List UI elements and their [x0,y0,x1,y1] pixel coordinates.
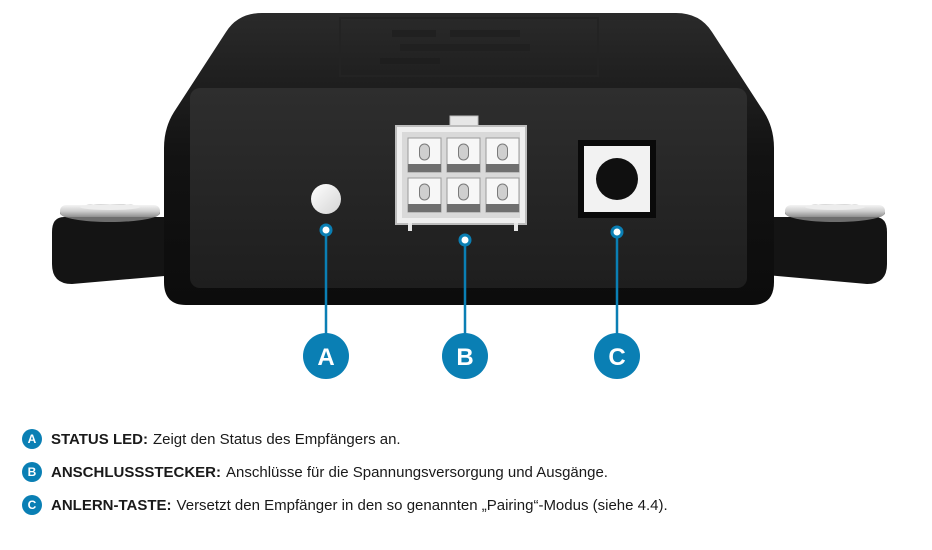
callout-letter-a: A [317,344,335,371]
callout-badge-c [594,333,640,379]
connector-pin [447,138,480,172]
connector-pin [408,138,441,172]
legend-term: ANLERN-TASTE: [51,496,172,514]
mounting-flange-left [52,204,176,284]
legend-badge-b: B [22,462,42,482]
connector-pin [486,178,519,212]
callout-badge-a [303,333,349,379]
connector-plug [396,116,526,231]
legend-item-status-led [22,428,922,450]
callout-letter-c: C [608,344,626,371]
legend-badge-c: C [22,495,42,515]
legend-item-connector [22,461,922,483]
connector-pin [486,138,519,172]
callout-badge-b [442,333,488,379]
legend-item-learn-button [22,494,922,516]
legend [22,428,922,527]
learn-button [578,140,656,218]
legend-description: Versetzt den Empfänger in den so genannten „Pairing“-Modus (siehe 4.4). [176,496,668,514]
legend-term: STATUS LED: [51,430,148,448]
status-led [311,184,341,214]
connector-pin [447,178,480,212]
mounting-flange-right [766,204,887,284]
legend-term: ANSCHLUSSSTECKER: [51,463,222,481]
legend-description: Anschlüsse für die Spannungsversorgung und Ausgänge. [226,463,608,481]
connector-pin [408,178,441,212]
legend-badge-a: A [22,429,42,449]
legend-description: Zeigt den Status des Empfängers an. [152,430,401,448]
callout-letter-b: B [456,344,474,371]
